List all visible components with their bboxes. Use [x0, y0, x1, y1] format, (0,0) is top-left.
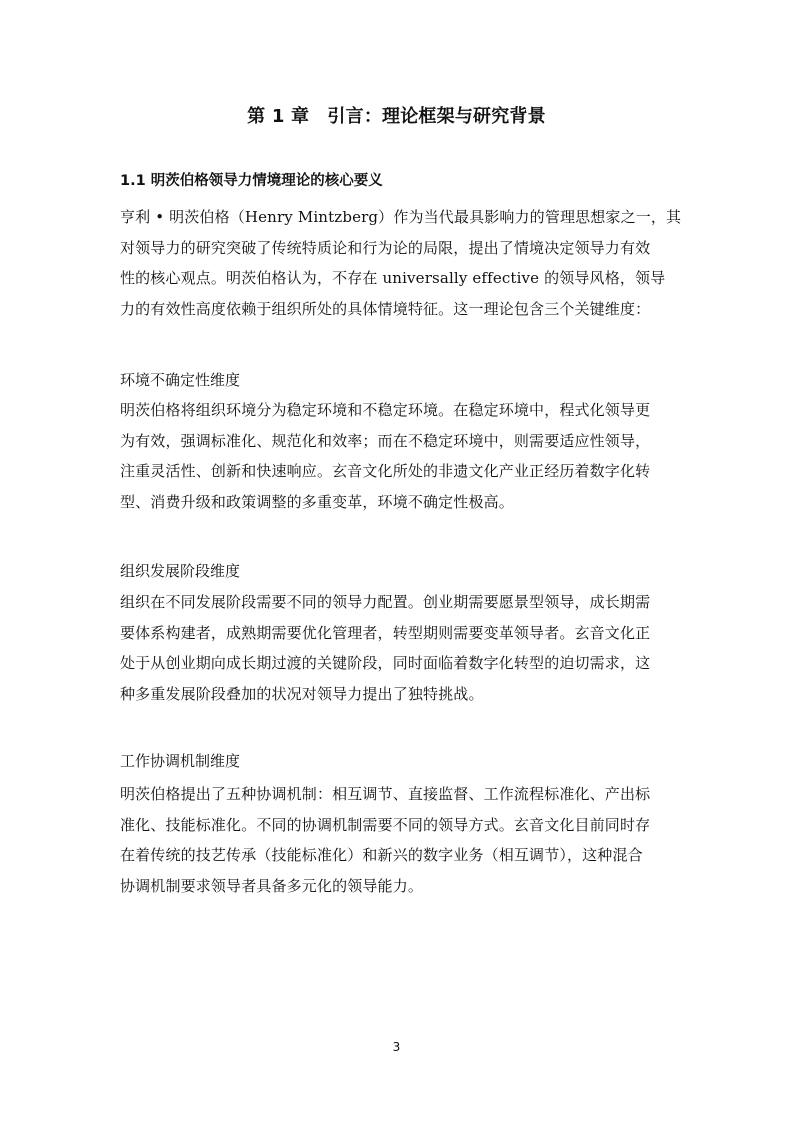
paragraph-line: 明茨伯格将组织环境分为稳定环境和不稳定环境。在稳定环境中，程式化领导更 — [120, 401, 651, 419]
chapter-title: 第 1 章 引言：理论框架与研究背景 — [247, 106, 546, 127]
paragraph-line: 力的有效性高度依赖于组织所处的具体情境特征。这一理论包含三个关键维度： — [120, 299, 651, 318]
dimension-heading-coordination: 工作协调机制维度 — [120, 752, 241, 770]
dimension-paragraph-environment — [120, 395, 676, 517]
dimension-paragraph-development — [120, 587, 676, 709]
paragraph-line: 准化、技能标准化。不同的协调机制需要不同的领导方式。玄音文化目前同时存 — [120, 815, 651, 834]
intro-paragraph — [120, 202, 682, 324]
paragraph-line: 处于从创业期向成长期过渡的关键阶段，同时面临着数字化转型的迫切需求，这 — [120, 654, 651, 672]
paragraph-line: 种多重发展阶段叠加的状况对领导力提出了独特挑战。 — [120, 684, 484, 703]
dimension-heading-environment: 环境不确定性维度 — [120, 371, 241, 389]
section-title: 1.1 明茨伯格领导力情境理论的核心要义 — [120, 173, 383, 189]
paragraph-line: 性的核心观点。明茨伯格认为，不存在 universally effective 的领导风格，领导 — [120, 269, 666, 287]
paragraph-line: 协调机制要求领导者具备多元化的领导能力。 — [120, 876, 424, 895]
dimension-heading-development: 组织发展阶段维度 — [120, 562, 241, 580]
paragraph-line: 亨利 • 明茨伯格（Henry Mintzberg）作为当代最具影响力的管理思想家之一，其 — [120, 208, 682, 226]
paragraph-line: 组织在不同发展阶段需要不同的领导力配置。创业期需要愿景型领导，成长期需 — [120, 593, 651, 611]
paragraph-line: 对领导力的研究突破了传统特质论和行为论的局限，提出了情境决定领导力有效 — [120, 238, 651, 257]
paragraph-line: 为有效，强调标准化、规范化和效率；而在不稳定环境中，则需要适应性领导， — [120, 431, 651, 450]
paragraph-line: 要体系构建者，成熟期需要优化管理者，转型期则需要变革领导者。玄音文化正 — [120, 623, 651, 642]
page-number: 3 — [392, 1040, 401, 1054]
dimension-paragraph-coordination — [120, 779, 676, 901]
paragraph-line: 型、消费升级和政策调整的多重变革，环境不确定性极高。 — [120, 492, 514, 511]
paragraph-line: 明茨伯格提出了五种协调机制：相互调节、直接监督、工作流程标准化、产出标 — [120, 785, 651, 803]
paragraph-line: 注重灵活性、创新和快速响应。玄音文化所处的非遗文化产业正经历着数字化转 — [120, 462, 651, 480]
paragraph-line: 在着传统的技艺传承（技能标准化）和新兴的数字业务（相互调节），这种混合 — [120, 846, 643, 864]
